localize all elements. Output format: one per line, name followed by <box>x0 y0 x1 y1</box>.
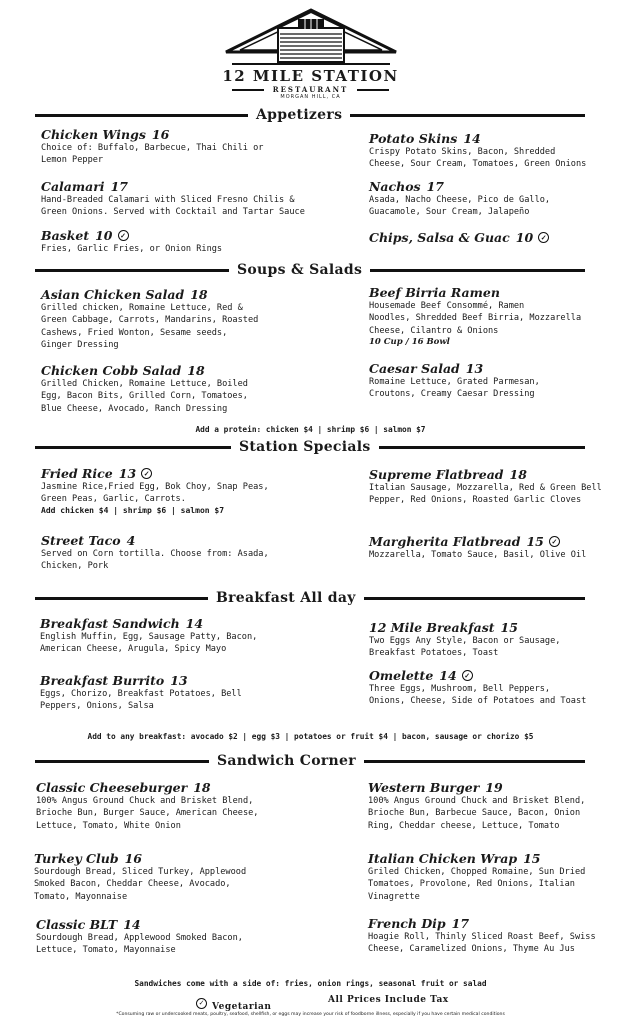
item-desc: Peppers, Onions, Salsa <box>40 701 154 712</box>
item-desc: Mozzarella, Tomato Sauce, Basil, Olive Oil <box>369 550 587 560</box>
item-name: Chicken Cobb Salad <box>41 363 182 378</box>
item-desc: Pepper, Red Onions, Roasted Garlic Cloves <box>369 495 582 506</box>
item-name: Classic BLT <box>36 917 118 932</box>
item-desc: English Muffin, Egg, Sausage Patty, Bacon, <box>40 632 258 642</box>
item-price: 16 <box>151 127 170 142</box>
item-price: 14 <box>185 616 204 631</box>
item-desc: 100% Angus Ground Chuck and Brisket Blend, <box>368 796 586 806</box>
item-desc: Hand-Breaded Calamari with Sliced Fresno Chilis & <box>41 195 295 205</box>
section-rule <box>364 597 585 600</box>
menu-item-asian-chicken-salad <box>41 287 258 352</box>
item-desc: Sourdough Bread, Sliced Turkey, Applewood <box>34 867 247 877</box>
item-addon: Add chicken $4 | shrimp $6 | salmon $7 <box>41 505 225 515</box>
item-name: French Dip <box>368 916 446 931</box>
item-desc: Three Eggs, Mushroom, Bell Peppers, <box>369 684 551 694</box>
item-desc: Blue Cheese, Avocado, Ranch Dressing <box>41 403 228 414</box>
item-name: Supreme Flatbread <box>369 467 504 482</box>
item-name: Calamari <box>41 179 105 194</box>
item-desc: Egg, Bacon Bits, Grilled Corn, Tomatoes, <box>41 391 248 402</box>
item-name: 12 Mile Breakfast <box>369 620 495 635</box>
item-desc: Crispy Potato Skins, Bacon, Shredded <box>369 147 556 157</box>
item-name: Caesar Salad <box>369 361 460 376</box>
section-rule <box>35 597 208 600</box>
vegetarian-legend <box>196 994 271 1013</box>
item-name: Fried Rice <box>41 466 113 481</box>
restaurant-name: 12 MILE STATION <box>222 67 399 85</box>
vegetarian-icon: ✓ <box>549 536 560 547</box>
item-desc: Green Cabbage, Carrots, Mandarins, Roasted <box>41 315 259 326</box>
item-price: 16 <box>124 851 142 866</box>
menu-item-street-taco <box>41 533 269 573</box>
item-name: Asian Chicken Salad <box>41 287 185 302</box>
section-title: Breakfast All day <box>216 590 356 606</box>
section-breakfast <box>35 590 585 606</box>
restaurant-location: MORGAN HILL, CA <box>280 94 341 100</box>
item-desc: Romaine Lettuce, Grated Parmesan, <box>369 377 540 387</box>
item-name: Margherita Flatbread <box>369 534 521 549</box>
section-rule <box>364 760 585 763</box>
section-rule <box>350 114 585 117</box>
item-name: Breakfast Sandwich <box>40 616 180 631</box>
item-name: Classic Cheeseburger <box>36 780 188 795</box>
item-desc: Lemon Pepper <box>41 155 104 166</box>
vegetarian-icon: ✓ <box>462 670 473 681</box>
item-desc: Vinagrette <box>368 891 420 902</box>
item-name: Nachos <box>369 179 421 194</box>
menu-item-fried-rice <box>41 466 269 515</box>
item-name: Western Burger <box>368 780 480 795</box>
section-appetizers <box>35 107 585 123</box>
item-name: Basket <box>41 228 90 243</box>
item-price: 10 <box>515 230 534 245</box>
section-rule <box>370 269 585 272</box>
item-price: 17 <box>110 179 128 194</box>
item-name: Beef Birria Ramen <box>369 285 500 300</box>
menu-item-classic-blt <box>36 917 243 957</box>
item-price: 18 <box>509 467 527 482</box>
item-price: 13 <box>118 466 137 481</box>
item-desc: Asada, Nacho Cheese, Pico de Gallo, <box>369 195 551 205</box>
vegetarian-icon: ✓ <box>196 998 207 1009</box>
item-name: Potato Skins <box>369 131 458 146</box>
health-disclaimer: *Consuming raw or undercooked meats, poultry, seafood, shellfish, or eggs may increase your risk of foodborne illness, especially if you have certain medical conditions <box>116 1012 505 1017</box>
item-desc: Choice of: Buffalo, Barbecue, Thai Chili or <box>41 143 264 153</box>
item-price: 4 <box>126 533 136 548</box>
item-desc: Guacamole, Sour Cream, Jalapeño <box>369 207 530 218</box>
item-price: 18 <box>193 780 211 795</box>
section-rule <box>379 446 585 449</box>
section-sandwich-corner <box>35 753 585 769</box>
menu-item-potato-skins <box>369 131 586 171</box>
item-price: 13 <box>170 673 188 688</box>
menu-item-calamari <box>41 179 305 219</box>
vegetarian-icon: ✓ <box>538 232 549 243</box>
item-price: 18 <box>190 287 208 302</box>
item-name: Breakfast Burrito <box>40 673 165 688</box>
item-desc: Brioche Bun, Burger Sauce, American Cheese, <box>36 808 259 819</box>
item-desc: Cashews, Fried Wonton, Sesame seeds, <box>41 327 228 338</box>
menu-item-caesar-salad <box>369 361 540 401</box>
menu-item-breakfast-sandwich <box>40 616 257 656</box>
item-desc: Green Onions. Served with Cocktail and Tartar Sauce <box>41 207 305 218</box>
item-desc: Grilled chicken, Romaine Lettuce, Red & <box>41 303 243 313</box>
item-price: 10 <box>95 228 113 243</box>
menu-item-chips-salsa-guac <box>369 230 549 245</box>
menu-item-nachos <box>369 179 550 219</box>
item-size: 10 Cup / 16 Bowl <box>369 337 450 348</box>
item-desc: Cheese, Caramelized Onions, Thyme Au Jus <box>368 944 575 955</box>
item-desc: Eggs, Chorizo, Breakfast Potatoes, Bell <box>40 689 242 699</box>
item-desc: Onions, Cheese, Side of Potatoes and Toast <box>369 696 587 707</box>
item-name: Chips, Salsa & Guac <box>369 230 510 245</box>
item-price: 17 <box>451 916 470 931</box>
menu-item-chicken-wings <box>41 127 263 167</box>
menu-item-classic-cheeseburger <box>36 780 258 832</box>
section-title: Station Specials <box>239 439 371 455</box>
item-price: 17 <box>426 179 445 194</box>
item-desc: Lettuce, Tomato, Mayonnaise <box>36 945 176 956</box>
item-price: 14 <box>439 668 457 683</box>
menu-item-beef-birria-ramen <box>369 285 581 347</box>
item-price: 18 <box>187 363 205 378</box>
item-desc: Tomatoes, Provolone, Red Onions, Italian <box>368 879 575 890</box>
item-price: 15 <box>523 851 541 866</box>
section-title: Appetizers <box>256 107 343 123</box>
item-desc: Served on Corn tortilla. Choose from: Asada, <box>41 549 269 559</box>
item-desc: Jasmine Rice,Fried Egg, Bok Choy, Snap Peas, <box>41 482 269 492</box>
item-desc: Brioche Bun, Barbecue Sauce, Bacon, Onion <box>368 808 581 819</box>
item-desc: American Cheese, Arugula, Spicy Mayo <box>40 644 227 655</box>
item-desc: Hoagie Roll, Thinly Sliced Roast Beef, Swiss <box>368 932 596 942</box>
section-station-specials <box>35 439 585 455</box>
item-desc: Green Peas, Garlic, Carrots. <box>41 494 186 505</box>
item-desc: Italian Sausage, Mozzarella, Red & Green Bell <box>369 483 602 493</box>
item-desc: Chicken, Pork <box>41 561 109 572</box>
menu-item-supreme-flatbread <box>369 467 602 507</box>
item-desc: Cheese, Cilantro & Onions <box>369 325 499 336</box>
item-price: 14 <box>463 131 481 146</box>
item-desc: Cheese, Sour Cream, Tomatoes, Green Onions <box>369 159 587 170</box>
item-name: Turkey Club <box>34 851 119 866</box>
protein-note: Add a protein: chicken $4 | shrimp $6 | salmon $7 <box>195 425 426 434</box>
item-price: 15 <box>500 620 518 635</box>
item-desc: Ring, Cheddar cheese, Lettuce, Tomato <box>368 820 560 831</box>
item-desc: Tomato, Mayonnaise <box>34 891 128 902</box>
item-name: Italian Chicken Wrap <box>368 851 518 866</box>
item-desc: Griled Chicken, Chopped Romaine, Sun Dried <box>368 867 586 877</box>
menu-item-chicken-cobb-salad <box>41 363 248 415</box>
menu-item-italian-chicken-wrap <box>368 851 585 903</box>
item-desc: Two Eggs Any Style, Bacon or Sausage, <box>369 636 561 646</box>
restaurant-subtitle: RESTAURANT <box>272 85 349 94</box>
menu-item-basket <box>41 228 222 255</box>
item-desc: Croutons, Creamy Caesar Dressing <box>369 389 535 400</box>
breakfast-addon-note: Add to any breakfast: avocado $2 | egg $3 | potatoes or fruit $4 | bacon, sausage or chorizo $5 <box>87 732 534 741</box>
tax-note: All Prices Include Tax <box>328 995 449 1005</box>
menu-item-margherita-flatbread <box>369 534 586 561</box>
item-desc: 100% Angus Ground Chuck and Brisket Blend, <box>36 796 254 806</box>
item-desc: Grilled Chicken, Romaine Lettuce, Boiled <box>41 379 248 389</box>
item-desc: Sourdough Bread, Applewood Smoked Bacon, <box>36 933 243 943</box>
item-price: 19 <box>485 780 503 795</box>
item-desc: Breakfast Potatoes, Toast <box>369 648 499 659</box>
item-name: Omelette <box>369 668 434 683</box>
menu-item-french-dip <box>368 916 596 956</box>
item-desc: Fries, Garlic Fries, or Onion Rings <box>41 244 223 254</box>
menu-item-omelette <box>369 668 586 708</box>
item-price: 15 <box>526 534 544 549</box>
menu-item-breakfast-burrito <box>40 673 242 713</box>
menu-item-turkey-club <box>34 851 246 903</box>
section-rule <box>35 269 229 272</box>
section-rule <box>35 760 209 763</box>
sides-note: Sandwiches come with a side of: fries, onion rings, seasonal fruit or salad <box>134 979 487 988</box>
item-name: Street Taco <box>41 533 121 548</box>
vegetarian-icon: ✓ <box>118 230 129 241</box>
item-price: 14 <box>123 917 141 932</box>
menu-item-12-mile-breakfast <box>369 620 560 660</box>
item-desc: Ginger Dressing <box>41 340 119 351</box>
section-soups-salads <box>35 262 585 278</box>
item-desc: Housemade Beef Consommé, Ramen <box>369 301 525 311</box>
section-rule <box>35 446 231 449</box>
section-title: Soups & Salads <box>237 262 363 278</box>
item-desc: Lettuce, Tomato, White Onion <box>36 820 181 831</box>
vegetarian-icon: ✓ <box>141 468 152 479</box>
item-desc: Smoked Bacon, Cheddar Cheese, Avocado, <box>34 879 231 890</box>
menu-item-western-burger <box>368 780 585 832</box>
section-rule <box>35 114 248 117</box>
item-desc: Noodles, Shredded Beef Birria, Mozzarella <box>369 313 582 324</box>
item-name: Chicken Wings <box>41 127 146 142</box>
barn-logo-icon <box>222 6 400 68</box>
item-price: 13 <box>465 361 484 376</box>
vegetarian-label: Vegetarian <box>212 1002 272 1012</box>
section-title: Sandwich Corner <box>217 753 356 769</box>
